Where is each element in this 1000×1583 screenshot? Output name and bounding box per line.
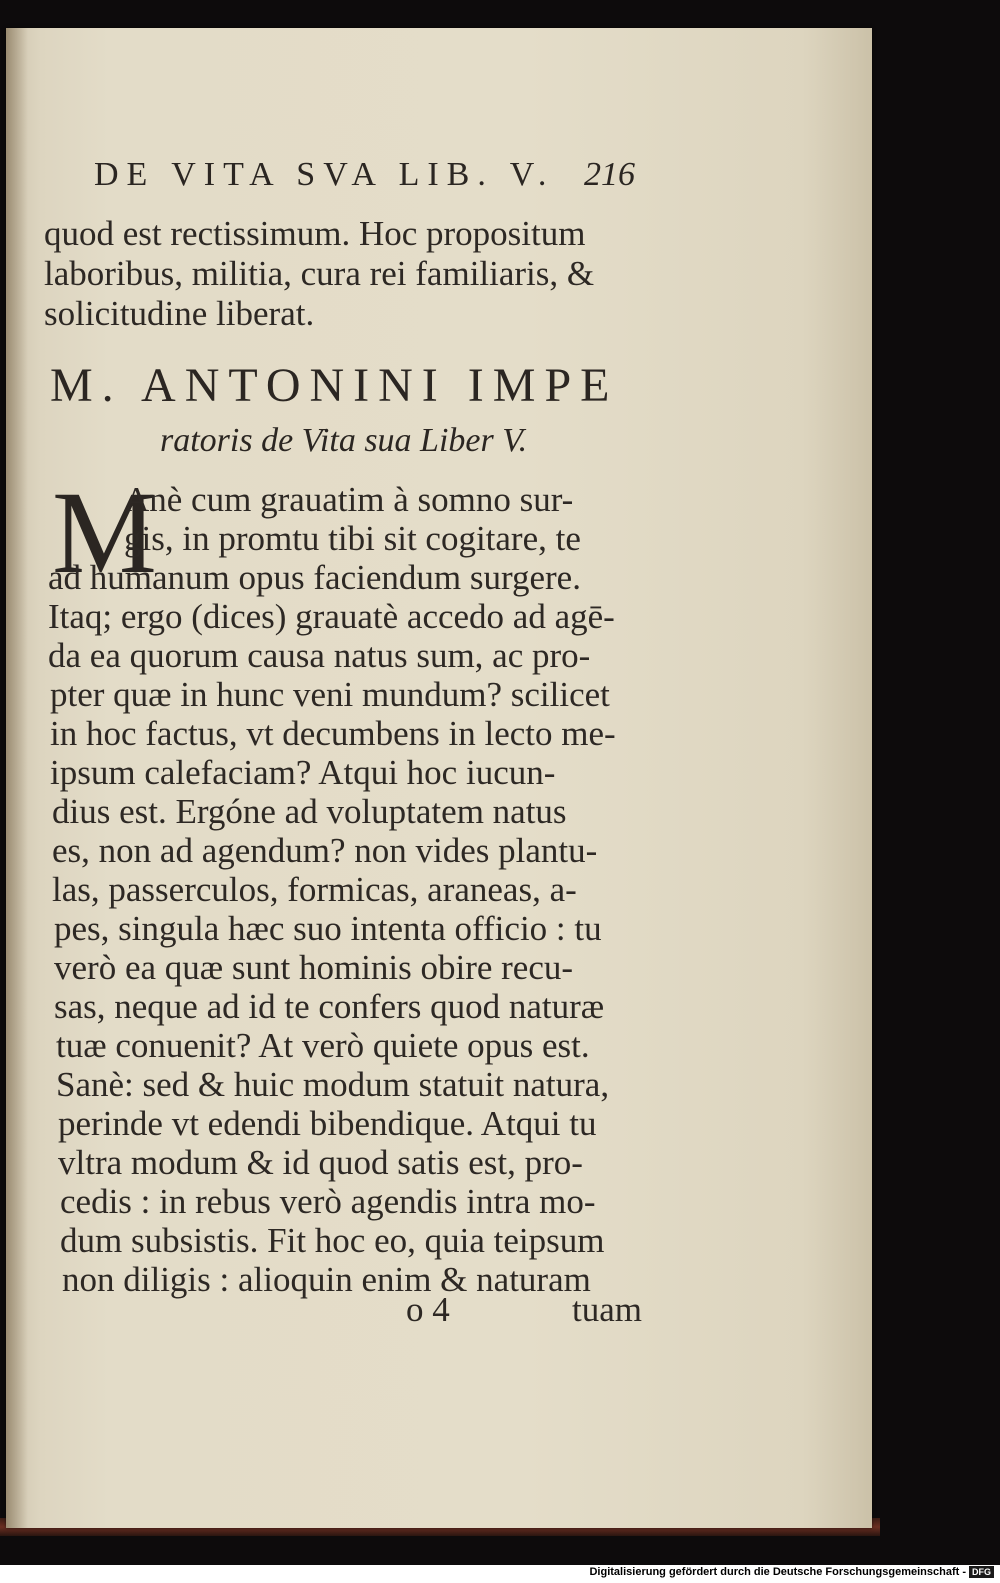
body-line: in hoc factus, vt decumbens in lecto me-	[50, 714, 616, 753]
section-heading: M. ANTONINI IMPE	[50, 359, 619, 412]
body-line: vltra modum & id quod satis est, pro-	[58, 1143, 583, 1182]
intro-line: quod est rectissimum. Hoc propositum	[44, 214, 586, 253]
folio-number: 216	[584, 156, 635, 193]
body-line: Sanè: sed & huic modum statuit natura,	[56, 1065, 610, 1104]
running-head: DE VITA SVA LIB. V.	[94, 156, 555, 193]
body-line: pes, singula hæc suo intenta officio : tu	[54, 909, 602, 948]
section-subheading: ratoris de Vita sua Liber V.	[160, 422, 528, 459]
body-line: ad humanum opus faciendum surgere.	[48, 558, 581, 597]
body-line: dum subsistis. Fit hoc eo, quia teipsum	[60, 1221, 605, 1260]
body-line: es, non ad agendum? non vides plantu-	[52, 831, 598, 870]
body-line: Itaq; ergo (dices) grauatè accedo ad agē-	[48, 597, 615, 636]
body-line: tuæ conuenit? At verò quiete opus est.	[56, 1026, 590, 1065]
book-page	[6, 28, 872, 1528]
body-line: gis, in promtu tibi sit cogitare, te	[124, 519, 581, 558]
body-line: Anè cum grauatim à somno sur-	[124, 480, 574, 519]
signature-mark: o 4	[406, 1290, 450, 1329]
body-line: cedis : in rebus verò agendis intra mo-	[60, 1182, 596, 1221]
credit-text: Digitalisierung gefördert durch die Deutsche Forschungsgemeinschaft -	[589, 1566, 966, 1578]
drop-capital: M	[52, 467, 157, 598]
dfg-logo: DFG	[969, 1566, 994, 1578]
body-line: pter quæ in hunc veni mundum? scilicet	[50, 675, 610, 714]
body-line: verò ea quæ sunt hominis obire recu-	[54, 948, 574, 987]
body-line: non diligis : alioquin enim & naturam	[62, 1260, 591, 1299]
body-line: sas, neque ad id te confers quod naturæ	[54, 987, 605, 1026]
catchword: tuam	[572, 1290, 642, 1329]
body-line: ipsum calefaciam? Atqui hoc iucun-	[50, 753, 556, 792]
body-line: da ea quorum causa natus sum, ac pro-	[48, 636, 591, 675]
intro-line: solicitudine liberat.	[44, 294, 315, 333]
body-line: perinde vt edendi bibendique. Atqui tu	[58, 1104, 597, 1143]
intro-line: laboribus, militia, cura rei familiaris, &	[44, 254, 595, 293]
body-line: las, passerculos, formicas, araneas, a-	[52, 870, 577, 909]
digitization-credit	[589, 1566, 994, 1578]
body-line: dius est. Ergóne ad voluptatem natus	[52, 792, 567, 831]
